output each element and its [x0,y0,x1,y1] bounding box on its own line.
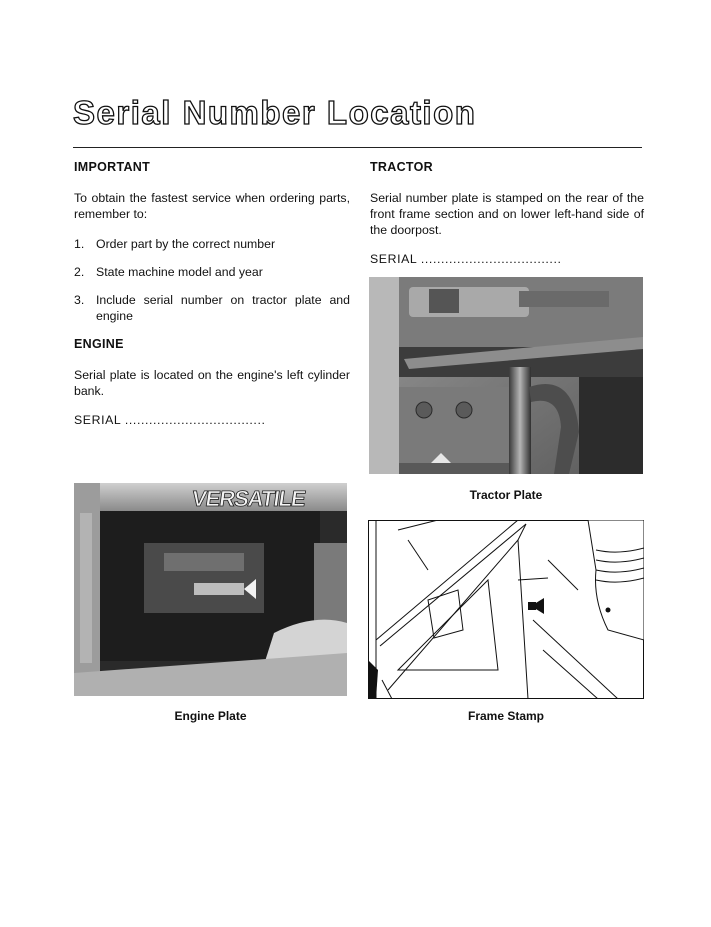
list-item-text: Include serial number on tractor plate and engine [96,293,350,323]
engine-plate-photo [74,483,347,696]
list-item [74,264,350,280]
list-item-text: State machine model and year [96,265,263,279]
list-item-number: 3. [74,293,85,307]
list-item [74,236,350,252]
list-item-text: Order part by the correct number [96,237,276,251]
engine-serial-line: SERIAL ................................... [74,413,266,427]
page-title: Serial Number Location [73,94,477,131]
engine-body: Serial plate is located on the engine's left cylinder bank. [74,368,350,398]
frame-stamp-drawing [368,520,644,699]
list-item [74,292,350,324]
title-divider [73,147,642,148]
important-heading: IMPORTANT [74,160,151,174]
important-list [74,236,350,324]
list-item-number: 2. [74,265,85,279]
list-item-number: 1. [74,237,85,251]
right-column [370,160,644,266]
left-column [74,160,350,427]
tractor-plate-photo [369,277,643,474]
engine-heading: ENGINE [74,337,124,351]
engine-plate-caption: Engine Plate [174,709,247,723]
important-intro: To obtain the fastest service when ordering parts, remember to: [74,191,350,221]
tractor-heading: TRACTOR [370,160,433,174]
versatile-logo: VERSATILE [190,486,307,511]
tractor-plate-caption: Tractor Plate [469,488,543,502]
tractor-serial-line: SERIAL ................................... [370,252,562,266]
tractor-body: Serial number plate is stamped on the rear of the front frame section and on lower left-hand side of the doorpost. [370,191,644,237]
frame-stamp-caption: Frame Stamp [467,709,545,723]
